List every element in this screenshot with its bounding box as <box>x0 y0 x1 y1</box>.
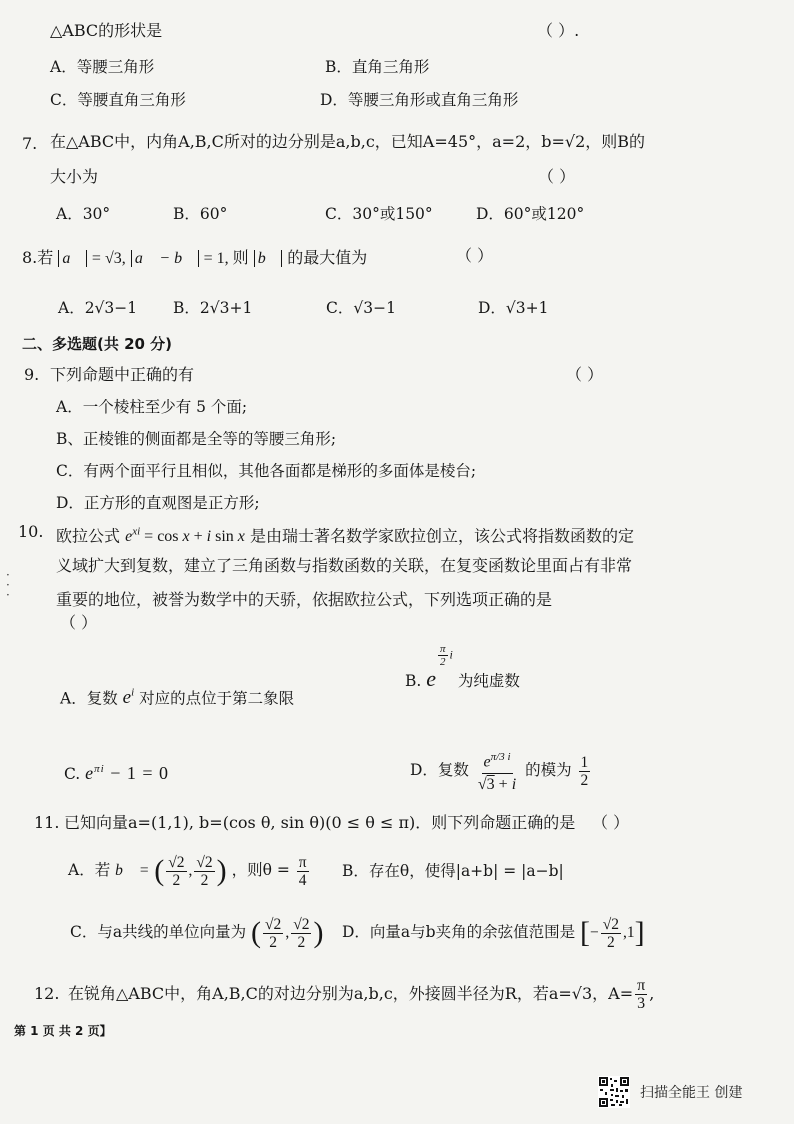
q12-number: 12. <box>34 984 60 1003</box>
q10-stem-line3: 重要的地位，被誉为数学中的天骄，依据欧拉公式，下列选项正确的是 <box>56 590 553 609</box>
q9-option-d: D．正方形的直观图是正方形; <box>56 494 260 512</box>
q8-option-c: C．√3−1 <box>326 299 396 317</box>
q11-option-d-lbracket: [ <box>580 916 591 949</box>
q8-tail: 的最大值为 <box>287 248 368 267</box>
q11-number: 11. <box>34 813 60 832</box>
sqrt2-over-2: $\frac{√2}{2}$ <box>293 915 310 951</box>
q6-answer-paren: （ ）. <box>537 21 580 40</box>
q8-option-b: B．2√3+1 <box>173 299 253 317</box>
q9-answer-paren: （ ） <box>566 365 604 384</box>
q10-stem-post: 是由瑞士著名数学家欧拉创立，该公式将指数函数的定 <box>250 526 635 546</box>
sqrt2-over-2: $\frac{√2}{2}$ <box>196 853 213 889</box>
q8-vec-b-abs: b⃗ <box>254 250 282 267</box>
sqrt2-over-2: $\frac{√2}{2}$ <box>168 853 185 889</box>
q6-option-b: B．直角三角形 <box>325 58 430 76</box>
q11-option-a: A．若 b⃗ = ( $\frac{√2}{2}$ , $\frac{√2}{2}$ ) ，则θ = $\frac{\pi}{4}$ <box>68 853 307 889</box>
q6-option-d: D．等腰三角形或直角三角形 <box>320 91 519 109</box>
q8-answer-paren: （ ） <box>456 246 494 265</box>
scanner-brand-label: 扫描全能王 创建 <box>640 1085 743 1101</box>
pi-over-4: $\frac{\pi}{4}$ <box>298 853 307 889</box>
q10-stem-line2: 义域扩大到复数，建立了三角函数与指数函数的关联，在复变函数论里面占有非常 <box>56 556 633 575</box>
q8-vec-a-abs: a⃗ <box>58 250 86 267</box>
q7-stem-line1: 在△ABC中，内角A,B,C所对的边分别是a,b,c，已知A=45°，a=2，b=√2，则B的 <box>50 132 646 151</box>
q8-option-a: A．2√3−1 <box>58 299 138 317</box>
q10-option-b-pre: B. <box>405 672 422 690</box>
q10-option-a-post: 对应的点位于第二象限 <box>139 689 295 708</box>
section-heading-multi-choice: 二、多选题(共 20 分) <box>22 335 173 353</box>
euler-formula: $e^{xi} = \cos x + i$ sin x <box>125 526 245 546</box>
q10-option-d-post: 的模为 <box>525 761 572 779</box>
q11-option-d-pre: D．向量a与b夹角的余弦值范围是 <box>342 923 576 941</box>
q7-option-b: B．60° <box>173 205 228 223</box>
q6-option-c: C．等腰直角三角形 <box>50 91 186 109</box>
q12-tail: , <box>649 984 655 1003</box>
q10-option-c <box>64 758 169 785</box>
q10-option-d-fraction: $\frac{e^{\pi/3 i}}{√3 + i}$ <box>476 746 518 796</box>
q10-option-b <box>405 643 520 705</box>
qr-code-icon <box>598 1076 630 1108</box>
q10-option-a-pre: A．复数 <box>60 689 118 708</box>
q11-option-c-rparen: ) <box>313 916 324 949</box>
q10-option-b-expr: e $\frac{\pi}{2}$ i <box>426 643 453 691</box>
q7-option-a: A．30° <box>56 205 111 223</box>
q10-option-c-expr: $e^{\pi i} - 1 = 0$ <box>85 763 170 783</box>
q11-answer-paren: （ ） <box>592 813 630 832</box>
q11-vec-b: b⃗ = <box>115 862 150 879</box>
q6-option-a: A．等腰三角形 <box>50 58 155 76</box>
q10-option-b-post: 为纯虚数 <box>457 672 520 690</box>
q12-line <box>68 974 654 1014</box>
q7-option-c: C．30°或150° <box>325 205 433 223</box>
q11-option-a-rparen: ) <box>216 854 227 887</box>
q8-vec-a-minus-b-abs: a⃗ − b⃗ <box>131 250 199 267</box>
q11-option-d: D．向量a与b夹角的余弦值范围是 [− $\frac{√2}{2}$ ,1] <box>342 915 645 951</box>
q9-option-c: C．有两个面平行且相似，其他各面都是梯形的多面体是棱台; <box>56 462 477 480</box>
q11-option-c-lparen: ( <box>251 916 262 949</box>
q7-answer-paren: （ ） <box>538 167 576 186</box>
sqrt2-over-2: $\frac{√2}{2}$ <box>602 915 620 951</box>
q9-option-a: A．一个棱柱至少有 5 个面; <box>56 398 248 416</box>
q11-option-b: B．存在θ，使得|a+b| = |a−b| <box>342 862 564 880</box>
q11-option-c-pre: C．与a共线的单位向量为 <box>70 923 247 941</box>
q8-option-d: D．√3+1 <box>478 299 549 317</box>
q11-option-d-rbracket: ] <box>634 916 645 949</box>
q10-option-c-pre: C. <box>64 765 81 783</box>
q12-stem: 在锐角△ABC中，角A,B,C的对边分别为a,b,c，外接圆半径为R，若a=√3，A= <box>68 984 634 1003</box>
q10-option-d-pre: D．复数 <box>410 761 469 779</box>
q7-number: 7. <box>22 134 38 153</box>
q10-option-a-expr: $e^i$ <box>122 687 135 709</box>
q10-option-d-half: $\frac{1}{2}$ <box>580 753 589 789</box>
q11-option-a-post: ，则θ = <box>231 861 290 879</box>
q8-line <box>22 247 367 270</box>
q6-stem: △ABC的形状是 <box>50 21 163 40</box>
q9-number: 9. <box>24 365 40 384</box>
q7-stem-line2: 大小为 <box>50 167 99 186</box>
q11-option-a-pre: A．若 <box>68 861 111 879</box>
q10-option-a <box>60 682 294 709</box>
q8-eq2: = 1, 则 <box>203 250 249 267</box>
q7-option-d: D．60°或120° <box>476 205 585 223</box>
q10-stem-line1 <box>56 521 634 548</box>
q10-stem-pre: 欧拉公式 <box>56 526 121 546</box>
q10-option-d <box>410 742 592 798</box>
q9-option-b: B、正棱锥的侧面都是全等的等腰三角形; <box>56 430 337 448</box>
margin-dots: · · · <box>6 568 10 602</box>
q10-number: 10. <box>18 522 44 541</box>
q8-eq1: = √3, <box>91 250 126 267</box>
page-number: 第 1 页 共 2 页】 <box>14 1024 112 1038</box>
pi-over-3: $\frac{\pi}{3}$ <box>637 977 646 1012</box>
sqrt2-over-2: $\frac{√2}{2}$ <box>265 915 282 951</box>
q9-stem: 下列命题中正确的有 <box>50 365 195 384</box>
q11-stem: 已知向量a=(1,1), b=(cos θ, sin θ)(0 ≤ θ ≤ π)．则下列命题正确的是 <box>64 813 576 832</box>
q8-number: 8.若 <box>22 248 54 267</box>
q10-answer-paren: （ ） <box>60 613 98 632</box>
q11-option-c: C．与a共线的单位向量为 ( $\frac{√2}{2}$ , $\frac{√2}{2}$ ) <box>70 915 324 951</box>
q11-option-a-lparen: ( <box>154 854 165 887</box>
